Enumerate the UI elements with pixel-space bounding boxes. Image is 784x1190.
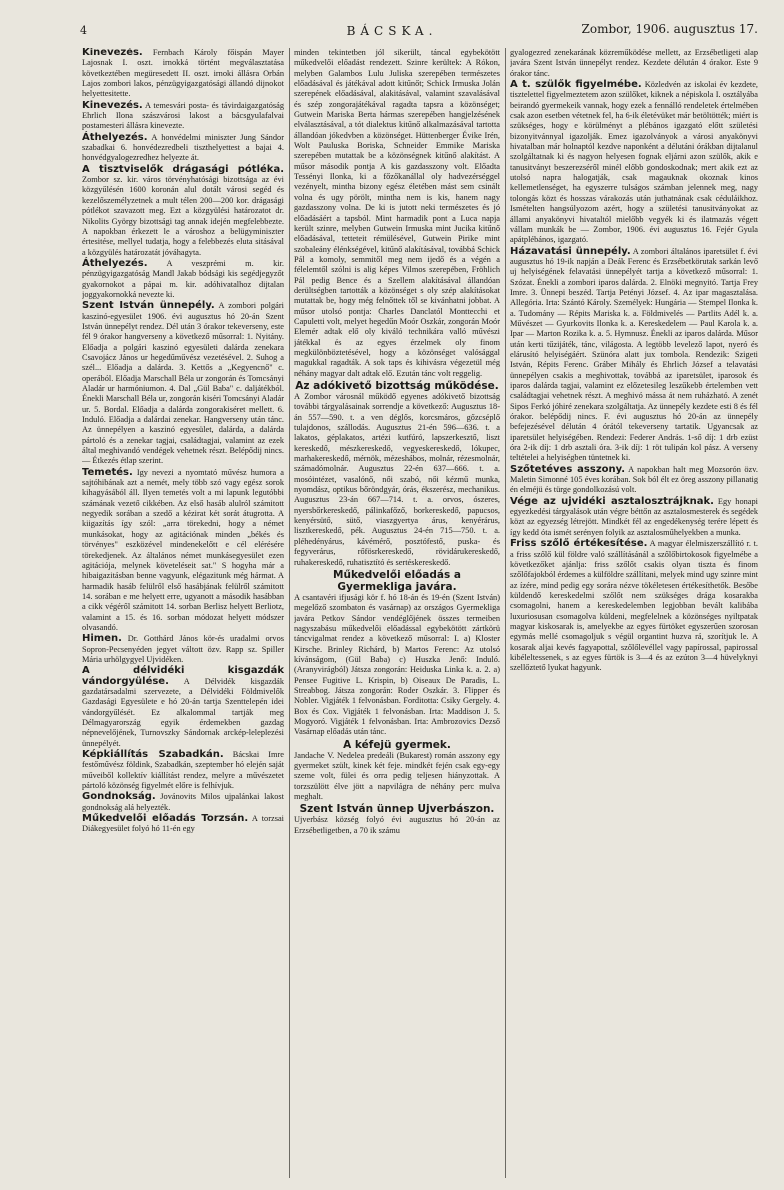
article-headline: Áthelyezés. — [82, 257, 148, 269]
article — [82, 259, 284, 300]
article — [510, 80, 758, 246]
article-headline: Az adókivető bizottság működése. — [295, 380, 499, 392]
article-headline: Kinevezés. — [82, 48, 143, 58]
article-text: A Délvidék kisgazdák gazdatársadalmi szervezete, a Délvidéki Földmivelők Gazdasági Egyesülete e hó 20-án tartja Szenttelepén idei vándorgyűlését. Ez alkalommal tartják meg Délmagyarország egyik érdemekben gazdag népnevelőjének, Turnovszky Sándornak arckép-leleplezési ünnepélyét. — [82, 676, 284, 748]
article-text: Jovánovits Milos ujpalánkai lakost gondnokság alá helyezték. — [82, 792, 284, 812]
masthead-title: BÁCSKA. — [346, 24, 438, 38]
article-headline: A kéfejü gyermek. — [343, 738, 451, 751]
article — [294, 803, 500, 836]
page-number: 4 — [80, 24, 87, 37]
issue-date: Zombor, 1906. augusztus 17. — [581, 22, 758, 36]
article — [510, 497, 758, 538]
article-text: Zombor sz. kir. város törvényhatósági bizottsága az évi közgyűlésén 1600 koronán alul dotált városi segéd és kezelőszemélyzetnek a mult télen 200—200 kor. drágasági pótlékot szavazott meg. Ezt a közgyülési határozatot dr. Nikolits György bizottsági tag annak idején megfelebbezte. A napokban érkezett le a városhoz a belügyminiszter értesitése, mellyel tudatja, hogy a felebbezés eluta sitásával a közgyülés határozatát jóváhagyta. — [82, 175, 284, 257]
article — [510, 48, 758, 79]
article-text: A temesvári posta- és távirdaigazgatóság Ehrlich Ilona szászvárosi lakost a bácsgyulafalvai postamesteri állásra kinevezte. — [82, 100, 284, 131]
article — [294, 739, 500, 803]
article-headline: Friss szőlő értékesítése. — [510, 538, 648, 550]
article — [82, 666, 284, 749]
article — [294, 48, 500, 379]
article-headline: Áthelyezés. — [82, 131, 148, 143]
article-headline: Himen. — [82, 633, 122, 645]
column-divider — [289, 48, 290, 1178]
column-middle — [294, 48, 500, 1178]
column-divider — [505, 48, 506, 1178]
article-headline: A délvidéki kisgazdák vándorgyülése. — [82, 665, 284, 687]
article-headline: A t. szülők figyelmébe. — [510, 79, 642, 91]
article-headline: A tisztviselők drágasági pótléka. — [82, 163, 284, 175]
article — [82, 814, 284, 835]
column-left — [82, 48, 284, 1178]
article-text: A napokban halt meg Mozsorón özv. Maletin Simonné 105 éves korában. Sok ból élt ez öreg asszony pillanatig én elméjü és türge gondolkozású volt. — [510, 464, 758, 495]
article-headline: Műkedvelői előadás a Gyermekliga javára. — [333, 568, 461, 593]
article-text: A veszprémi m. kir. pénzügyigazgatóság Mandl Jakab bódsági kis segédjegyzőt gyakornokot a pápai m. kir. adóhivatalhoz dijtalan joggyakornokká nevezte ki. — [82, 258, 284, 299]
article-text: Közledvén az iskolai év kezdete, tisztelettel figyelmeztetem azon szülőket, kiknek a népiskola I. osztályába beirandó gyermekeik vannak, hogy ezek a fennálló rendeletek értelmében csak azon esetben vétetnek fel, ha 6-ik életévüket már betöltötték; miért is szükséges, hogy e körülményt a plébános igazgató előtt születési bizonyitvánnyal igazolják. Emez igazolványok a városi anyakönyvi hivatalban már holnaptól kezdve naponként a délutáni órákban dijtalanul szolgáltatnak ki és nagyon helyesen fognak eljárni azon szülők, akik e tanusitványt beszerezséről minél előbb gondoskodnak; mert akik ezt az utolsó napra halogatják, csak magauknak okoznak kinos kellemetlenséget, ha egyszerre tulságos számban jelennek meg, nagy tolongás közt és hosszas várakozás után juthatnának csak céduláikhoz. Ismételten hangsúlyozom azért, hogy a születési tanusitványokat az állami anyakönyvi hivataltól mielőbb vegyék ki és ilatmazás végett vállam munkák be — Zombor, 1906. évi augusztus 16. Fejér Gyula apátplébános, igazgató. — [510, 80, 758, 245]
article — [294, 569, 500, 738]
article-text: Ujverbász község folyó évi augusztus hó 20-án az Erzsébetligetben, a 70 ik számu — [294, 815, 500, 835]
article — [82, 133, 284, 164]
article — [82, 634, 284, 665]
article-headline: Vége az ujvidéki asztalosztrájknak. — [510, 495, 714, 507]
article-text: A zombori általános iparetsület f. évi augusztus hó 19-ik napján a Deák Ferenc és Erzsébetkörutak sarkán levő uj helyiségének felavatási ünnepélyét tartja a következő műsorral: 1. Szózat. Énekli a zombori iparos dalárda. 2. Elnöki megnyitó. Tartja Frey Imre. 3. Ünnepi beszéd. Tartja Petényi József. 4. Az ipar magasztalása. Allegória. Irta: Szántó Károly. Személyek: Hungária — Stempel Ilonka k. a. Tudomány — Répits Mariska k. a. Földmivelés — Partlits Adél k. a. Művészet — Gyurkovits Ilonka k. a. Kereskedelem — Paul Karola k. a. Ipar — Marton Rozika k. a. 5. Hymnusz. Énekli az iparos dalárda. Műsor után kerti tűzijáték, tánc, világosta. A legtöbb levelező lapot, nyeró és elárusító helyiségáért. Szünóra alatt jux tombola. Rendezik: Szigeti István, Répits Ferenc. Gráber Mihály és Ehrlich József a telavatási ünnepélyen csakis a meghivottak, továbbá az iparetsület, iparosok és iparos dalárda tagjai, valamint ez előzetesileg leszűkebb értelemben vett családtagjai vehetnek részt. A meghivó mássa át nem ruházható. A zenét Sipos Ferkó jóhiré zenekara szolgáltatja. Az ünnepély kezdete esti 8 és fél órakor. belépődij nincs. F. évi augusztus hó 20-án az ünnepély befejezésével délután 4 órától tekeverseny tartatik. Ugyancsak az iparetsület helyiségében. Rendezi: Federer András. 1-ső díj: 1 drb ezüst óra 2-ik díj: 1 drb asztali óra. 3-ik díj: 1 röt tulipán kol pász. A verseny teltételei a helyiségben tüntetnek ki. — [510, 246, 758, 463]
article-headline: Kinevezés. — [82, 99, 143, 111]
article-headline: Temetés. — [82, 466, 133, 478]
article-headline: Szőtetéves asszony. — [510, 463, 626, 475]
article-text: Jandache V. Nedelea predeáli (Bukarest) román asszony egy gyermeket szült, kinek két feje. mindkét fején csak egy-egy szeme volt, fülei és orra pedig teljesen hiányzottak. A torzszülött élve jött a napvilágra de néhány perc mulva meghalt. — [294, 750, 500, 802]
article-text: A Zombor városnál működő egyenes adókivető bizottság további tárgyalásainak sorrendje a következő: Augusztus 18-án 557—590. t. a ven déglős, korcsmáros, gőzcséplő tulajdonos, szállodás. Augusztus 21-én 596—636. t. a lakatos, géplakatos, artézi kutfúró, lapszerkesztő, liszt kereskedő, mészkereskedő, vegyeskereskedő, lókupec, marhakereskedő, mérnök, mézeshábos, molnár, rézesmolnár, számadómolnár. Augusztus 22-én 637—666. t. a. mosóintézet, vasalónő, női szabó, női kézmű munka, nyomdász, optikus bőröndgyár, órás, ékszerész, mechanikus. Augusztus 23-án 667—714. t. a. orvos, ószeres, nyersbőrkereskedő, pálinkafőző, borkereskedő, papucsos, kenyérsütő, sütő, viaszgyertya árus, kenyérárus, lisztkereskedő, pék. Augusztus 24-én 715—750. t. a. pléhedényárus, kávémérő, posztófestő, puska- és fegyverárus, rőfösrkereskedő, rövidárukereskedő, ruhakereskedő, ruhatisztító és sertéskereskedő. — [294, 392, 500, 567]
article — [82, 48, 284, 100]
article-headline: Szent István ünnepély. — [82, 300, 215, 312]
article — [510, 465, 758, 496]
article — [510, 539, 758, 673]
article-headline: Gondnokság. — [82, 791, 156, 803]
article-text: A honvédelmi miniszter Jung Sándor szabadkai 6. honvédezredbeli tiszthelyettest a bajai 4. honvédgyalogezredhez helyezte át. — [82, 132, 284, 163]
column-right — [510, 48, 758, 1178]
article-text: A magyar élelmiszerszállító r. t. a friss szőlő kül földre való szállításánál a szőlőbirtokosok figyelmébe a következőket ajánlja: friss szőlőt csakis olyan tiszta és finom szőlőfajokból érdemes a külföldre szállítani, melyek mind ugy szinre mint az ízére, mind pedig egy sorára nézve tökéletesen értékesíthetők. Besőbe küldendő kereskedelmi szőlőt nem szükséges drága kosarakba csomagolni, hanem a kereskedelemben legjobban bevált kalibába luxuriosusan csomagolva küldeni, megfelelnek a közönséges nyiltpatak magyar kiskosarak is, amelyekbe az egyes fürtöket egyszerűen szorosan egymás mellé csomagoljuk s végül organtint huzva rá, szorítjuk le. A kosarak aljai kevés fagyapottal, szőlőlevéllel vagy papírossal, papirossal kibéleltessenek, s az egyes fürtök is 3—4 és az ezúton 3—4 hüvelyknyi szellőztető lyukat hagyunk. — [510, 539, 758, 673]
article — [82, 792, 284, 813]
article — [82, 101, 284, 132]
article-text: A zombori polgári kaszinó-egyesület 1906. évi augusztus hó 20-án Szent István ünnepélyt rendez. Dél után 3 órakor tekeverseny, este fél 9 órakor hangverseny a következő műsorral: 1. Nyitány. Előadja a polgári kaszinó egyesületi dalárda zenekara Csavojácz János ur hegedűművész vezetésével. 2. Suhog a szél... Előadja a dalárda. 3. Kettős a „Kegyencnő" c. operából. Előadja Marschall Béla ur zongorán és Tomcsányi Aladár ur harmóniumon. 4. Dal „Gül Baba" c. daljátékból. Énekli Marschall Béla ur, zongorán kiséri Tomcsányi Aladár ur. 5. Bordal. Előadja a dalárda zongorakiséret mellett. 6. Induló. Előadja a dalárdai zenekar. Hangverseny után tánc. Az ünnepélyen a kaszinó egyesület, dalárda, a dalárda pártoló és a zenekar tagjai, családtagjai, valamint az ezek által meghivandó vendégek vehetnek részt. Belépődij nincs. — Étkezés étlap szerint. — [82, 301, 284, 466]
article — [294, 380, 500, 568]
article-text: gyalogezred zenekarának közreműködése mellett, az Erzsébetligeti alap javára Szent István ünnepélyt rendez. Kezdete délután 4 órakor. Este 9 órakor tánc. — [510, 48, 758, 78]
article — [82, 750, 284, 791]
article-text: Igy nevezi a nyomtató művész humora a sajtóhibának azt a nemét, mely több szó vagy egész sorok kihagyásából áll. Ilyen temetés volt a mi lapunk legutóbbi számának vezető cikkében. Az első hasáb alulról számitott negyedik sorában a szedő a kézirat két sorát átugrotta. A kiigazítás így szól: „arra törekedni, hogy a német munkásokat, hogy az agitációnak minden „békés és törvényes" eszközével mindenekelőtt e cél elérésére törekedjenek. Az általános német munkásegyesület ezen agitációja, melynek követeléseit sat." S hogyha már a hibaigazitásban benne vagyunk, elégazitunk még hármat. A harmadik hasáb felülről első hasábjának felülről számitott 14. sorában e me helyett erre, ugyanott a második hasábban a cikk végéről számitott 14. sorban Berlisz helyett Berliotz, valamint a 15. és 16. sorban módozat helyett módszer olvasandó. — [82, 467, 284, 632]
article-text: Bácskai Imre festőművész földink, Szabadkán, szeptember hó elején saját műveiből kollektív kiállítást rendez, melyre a művészetet pártoló közönség figyelmét előre is felhívjuk. — [82, 750, 284, 791]
article-headline: Képkiállítás Szabadkán. — [82, 749, 224, 761]
article-text: A torzsai Diákegyesület folyó hó 11-én egy — [82, 814, 284, 834]
article — [82, 468, 284, 634]
article-text: Fernbach Károly főispán Mayer Lajosnak I. oszt. irnokká történt megválasztatása következtében megüresedett II. oszt. irnoki állásra Orbán Lajos zombori lakos, pénzügyigazgatósági állandó dijnokot helyettesitette. — [82, 48, 284, 99]
article-headline: Házavatási ünnepély. — [510, 245, 631, 257]
article-text: A csantavéri ifjusági kör f. hó 18-án és 19-én (Szent István) megelőző szombaton és vasárnap) az országos Gyermekliga javára Petkov Sándor vendéglőjének összes termeiben nagyszabásu műkedvelői előadással egybekötött zártkörü táncvigalmat rendez a következő műsorral: I. a) Kloster Kirsche. Brinley Richárd, b) Martos Ferenc: Az utolsó kívánságom, (Gül Baba) c) Huszka Jenő: Induló. (Aranyvirágból) Játsza zongorán: Heiduska Linka k. a. 2. a) Pensee Fugitive L. Krispin, b) Oiseaux De Paradis, L. Streabbog. Játsza zongorán: Roder Oszkár. 3. Flipper és Nobler. Vigjáték 1 felvonásban. Forditotta: Csiky Gergely. 4. Box és Cox. Vigjáték 1 felvonásban. Irta: Maddison J. 5. Mogyoró. Vigjáték 1 felvonásban. Irta: Ambrozovics Dezső Vasárnap előadás után tánc. — [294, 592, 500, 737]
article — [82, 165, 284, 258]
article-text: Dr. Gotthárd János kör-és uradalmi orvos Sopron-Pecsenyéden jegyet váltott özv. Rapp sz. Spiller Mária urhölgygyel Ujvidéken. — [82, 634, 284, 664]
article-text: Egy honapi egyezkedési tárgyalások után végre béttőn az asztalosmesterek és segédek közt az egyezség létrejött. Mindkét fél az engedékenység terére lépett és így kedd óta ismét serényen folyik az asztalosműhelyekben a munka. — [510, 496, 758, 537]
article-text: minden tekintetben jól sikerült, táncal egybekötött műkedvelői előadást rendezett. Szinre kerültek: A Rókon, melyben Galambos Lulu Juliska szerepében természetes előadásával és játékával adott kitűnőt; Schick Irmuska Jolán szerepének előadásával, alakitásával, valamint szavalásával és szép zongorajátékával ragadta tapsra a közönséget; Gutwein Mariska Berta hármas szerepében hangjelzésének elválasztásával, a tót dialektus kitűnő alkalmazásával tartotta állandóan jókedvben a közönséget. Hüttenberger Évike Irén, Wolt Pauluska Boriska, Schneider Emmike Mariska szerepében mutattak be a közönségnek kitűnő alakítást. A műsor második pontja A kis gazdasszony volt. Előadta Tessényi Ilonka, ki a főzőkanállal oly hadvezérséggel vezényelt, mintha bizony egész életében mást sem csinált volna és ugy pörölt, mintha nem is kis, hanem nagy gazdasszony volna. De ki is jutott neki természetes és jó előadásáért a tapsból. Mint harmadik pont a Luca napja került szinre, melyben Gutwein Irmuska mint Jucika kitűnő előadásával, tetteteit rémülésével, Gutwein Pirike mint szobaleány élénkségével, kitűnő alakításával, továbbá Schick Pál a komoly, semmitől meg nem ijedő és a végén a félelemtől szólni is alig képes Vilmos szerepében, Fröhlich Pál pedig Bence és a Szellem alakításával állandóan derültségben tartották a közönséget s oly szép alakításokat mutattak be, hogy még felnőttek től se kivánhatni jobbat. A műsor utolsó pontja: Charles Danclatól Monttecchi et Capuletti volt, melyet hegedűn Moór Oszkár, zongorán Moór Elemér adtak elő oly kiváló technikára valló művészi játékkal és az egyes érzelmek oly finom megkülönböztetésével, hogy a közönséget valósággal magukkal ragadták. A sok taps és kihivásra végezetül még néhány magyar dalt adtak elő. Ezután tánc volt reggelig. — [294, 48, 500, 378]
article-headline: Szent István ünnep Ujverbászon. — [299, 803, 495, 816]
article — [82, 301, 284, 467]
article — [510, 247, 758, 464]
article-headline: Műkedvelői előadás Torzsán. — [82, 813, 249, 825]
